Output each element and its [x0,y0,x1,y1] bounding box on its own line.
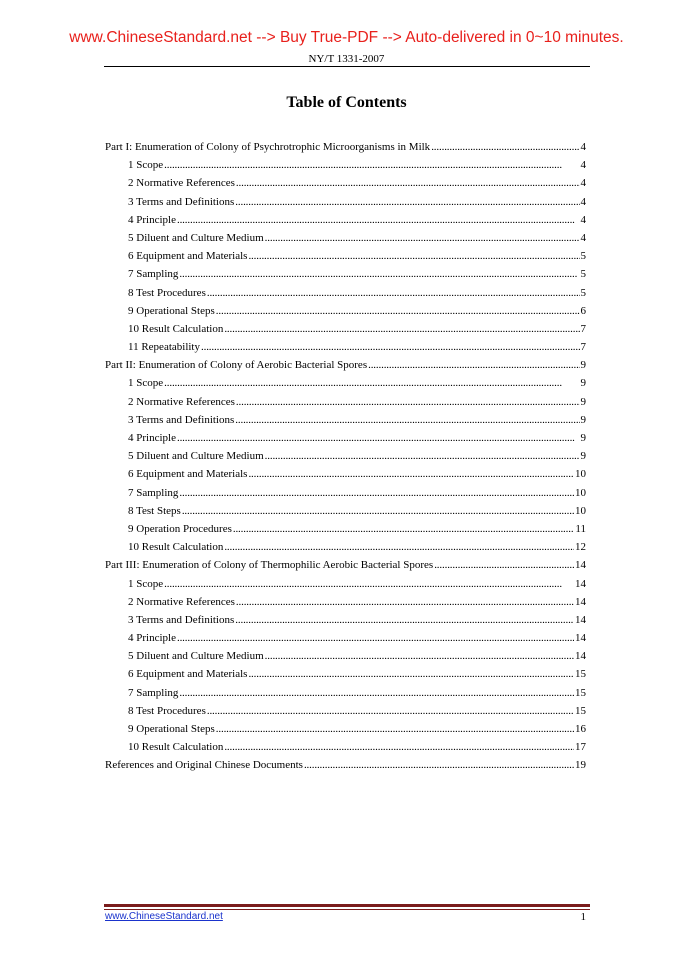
toc-part-entry[interactable] [105,356,586,374]
toc-entry-label: 7 Sampling [128,268,179,281]
toc-entry-page: 14 [575,650,586,663]
toc-entry-label: 6 Equipment and Materials [128,668,248,681]
toc-dot-leader [179,265,579,283]
toc-entry-label: 1 Scope [128,159,164,172]
toc-dot-leader [265,647,574,665]
toc-entry-page: 16 [575,723,586,735]
toc-section-entry[interactable] [105,629,586,647]
toc-dot-leader [177,211,580,229]
toc-section-entry[interactable] [105,229,586,247]
toc-title: Table of Contents [286,94,407,111]
toc-entry-page: 9 [580,413,586,426]
toc-section-entry[interactable] [105,575,586,593]
toc-entry-label: 8 Test Procedures [128,286,206,299]
toc-entry-page: 15 [575,668,586,681]
toc-entry-page: 14 [575,613,586,626]
toc-entry-page: 5 [580,250,586,263]
toc-entry-page: 7 [580,322,586,335]
toc-entry-label: 3 Terms and Definitions [128,613,235,626]
toc-dot-leader [248,665,574,683]
toc-entry-page: 4 [580,231,586,244]
toc-dot-leader [224,738,574,756]
toc-dot-leader [248,247,579,265]
toc-dot-leader [236,393,580,411]
toc-dot-leader [177,429,580,447]
toc-entry-page: 10 [575,468,586,481]
toc-section-entry[interactable] [105,484,586,502]
toc-section-entry[interactable] [105,593,586,611]
toc-entry-page: 5 [580,268,586,281]
toc-dot-leader [431,138,579,156]
toc-entry-label: 3 Terms and Definitions [128,195,235,208]
toc-entry-label: 8 Test Steps [128,504,181,517]
toc-section-entry[interactable] [105,702,586,720]
toc-entry-page: 11 [575,522,586,535]
toc-entry-label: 9 Operation Procedures [128,522,232,535]
toc-dot-leader [207,702,574,720]
toc-entry-page: 14 [575,632,586,645]
toc-entry-label: 6 Equipment and Materials [128,468,248,481]
toc-dot-leader [224,320,579,338]
toc-section-entry[interactable] [105,320,586,338]
toc-dot-leader [216,720,574,738]
toc-entry-label: 10 Result Calculation [128,741,224,754]
toc-entry-page: 9 [580,432,586,444]
toc-entry-label: 6 Equipment and Materials [128,250,248,263]
toc-entry-page: 14 [575,559,586,572]
toc-section-entry[interactable] [105,338,586,356]
toc-dot-leader [265,229,580,247]
toc-entry-label: 10 Result Calculation [128,541,224,554]
toc-entry-page: 6 [580,304,586,317]
toc-entry-page: 10 [575,486,586,499]
toc-dot-leader [164,374,579,392]
toc-dot-leader [235,193,579,211]
toc-entry-label: 5 Diluent and Culture Medium [128,231,264,244]
toc-dot-leader [179,484,574,502]
toc-dot-leader [235,611,574,629]
toc-dot-leader [201,338,580,356]
toc-entry-page: 4 [580,195,586,208]
toc-entry-page: 4 [580,177,586,190]
toc-entry-label: Part III: Enumeration of Colony of Thermophilic Aerobic Bacterial Spores [105,559,434,572]
footer-page-number: 1 [580,911,586,923]
toc-dot-leader [368,356,579,374]
toc-entry-page: 4 [580,141,586,153]
toc-dot-leader [182,502,574,520]
toc-entry-label: 1 Scope [128,377,164,390]
toc-dot-leader [236,174,580,192]
toc-dot-leader [177,629,574,647]
toc-entry-label: 4 Principle [128,432,176,444]
toc-section-entry[interactable] [105,302,586,320]
toc-entry-page: 4 [580,213,586,226]
toc-part-entry[interactable] [105,138,586,156]
toc-section-entry[interactable] [105,156,586,174]
toc-entry-label: 2 Normative References [128,395,235,408]
toc-entry-page: 14 [575,595,586,608]
toc-dot-leader [224,538,574,556]
toc-entry-label: 11 Repeatability [128,341,200,354]
toc-section-entry[interactable] [105,538,586,556]
toc-entry-label: 5 Diluent and Culture Medium [128,650,264,663]
toc-entry-label: 9 Operational Steps [128,304,215,317]
toc-entry-page: 7 [580,341,586,354]
toc-section-entry[interactable] [105,647,586,665]
toc-entry-page: 10 [575,504,586,517]
toc-entry-label: 9 Operational Steps [128,723,215,735]
toc-entry-label: Part II: Enumeration of Colony of Aerobic Bacterial Spores [105,359,368,372]
footer-website-link[interactable]: www.ChineseStandard.net [105,911,223,922]
toc-entry-label: 4 Principle [128,213,176,226]
toc-part-entry[interactable] [105,556,586,574]
header-divider [104,66,590,67]
toc-entry-label: 2 Normative References [128,595,235,608]
toc-section-entry[interactable] [105,520,586,538]
toc-section-entry[interactable] [105,447,586,465]
toc-dot-leader [216,302,580,320]
toc-entry-label: 5 Diluent and Culture Medium [128,450,264,463]
toc-section-entry[interactable] [105,193,586,211]
toc-entry-page: 19 [575,759,586,772]
toc-section-entry[interactable] [105,211,586,229]
toc-section-entry[interactable] [105,738,586,756]
toc-section-entry[interactable] [105,429,586,447]
toc-entry-label: 7 Sampling [128,486,179,499]
toc-entry-label: 1 Scope [128,577,164,590]
toc-section-entry[interactable] [105,411,586,429]
toc-dot-leader [233,520,575,538]
toc-entry-page: 14 [575,577,586,590]
toc-entry-label: References and Original Chinese Documents [105,759,303,772]
toc-entry-page: 9 [580,450,586,463]
toc-section-entry[interactable] [105,174,586,192]
toc-section-entry[interactable] [105,665,586,683]
toc-section-entry[interactable] [105,374,586,392]
table-of-contents [105,138,586,775]
toc-section-entry[interactable] [105,265,586,283]
toc-entry-page: 9 [580,377,586,390]
toc-section-entry[interactable] [105,284,586,302]
toc-dot-leader [164,575,574,593]
toc-entry-label: 4 Principle [128,632,176,645]
toc-section-entry[interactable] [105,611,586,629]
toc-section-entry[interactable] [105,247,586,265]
toc-dot-leader [235,411,579,429]
promo-banner-link[interactable]: www.ChineseStandard.net --> Buy True-PDF --> Auto-delivered in 0~10 minutes. [69,29,624,46]
toc-part-entry[interactable] [105,756,586,774]
toc-entry-page: 5 [580,286,586,299]
toc-dot-leader [248,465,574,483]
document-code: NY/T 1331-2007 [308,53,385,65]
toc-entry-label: 7 Sampling [128,686,179,699]
toc-entry-label: 8 Test Procedures [128,704,206,717]
toc-dot-leader [179,684,574,702]
toc-dot-leader [207,284,580,302]
toc-dot-leader [434,556,574,574]
toc-entry-label: 2 Normative References [128,177,235,190]
toc-entry-page: 9 [580,359,586,372]
toc-section-entry[interactable] [105,720,586,738]
toc-entry-page: 15 [575,686,586,699]
toc-entry-label: 10 Result Calculation [128,322,224,335]
toc-entry-page: 17 [575,741,586,754]
toc-section-entry[interactable] [105,393,586,411]
toc-entry-label: Part I: Enumeration of Colony of Psychrotrophic Microorganisms in Milk [105,141,431,153]
toc-entry-page: 4 [580,159,586,172]
toc-dot-leader [164,156,579,174]
toc-entry-page: 15 [575,704,586,717]
toc-section-entry[interactable] [105,684,586,702]
footer-divider-thick [104,904,590,907]
toc-section-entry[interactable] [105,502,586,520]
footer-divider-thin [104,909,590,910]
toc-entry-page: 9 [580,395,586,408]
toc-section-entry[interactable] [105,465,586,483]
toc-entry-page: 12 [575,541,586,554]
toc-entry-label: 3 Terms and Definitions [128,413,235,426]
toc-dot-leader [304,756,574,774]
toc-dot-leader [265,447,580,465]
toc-dot-leader [236,593,574,611]
